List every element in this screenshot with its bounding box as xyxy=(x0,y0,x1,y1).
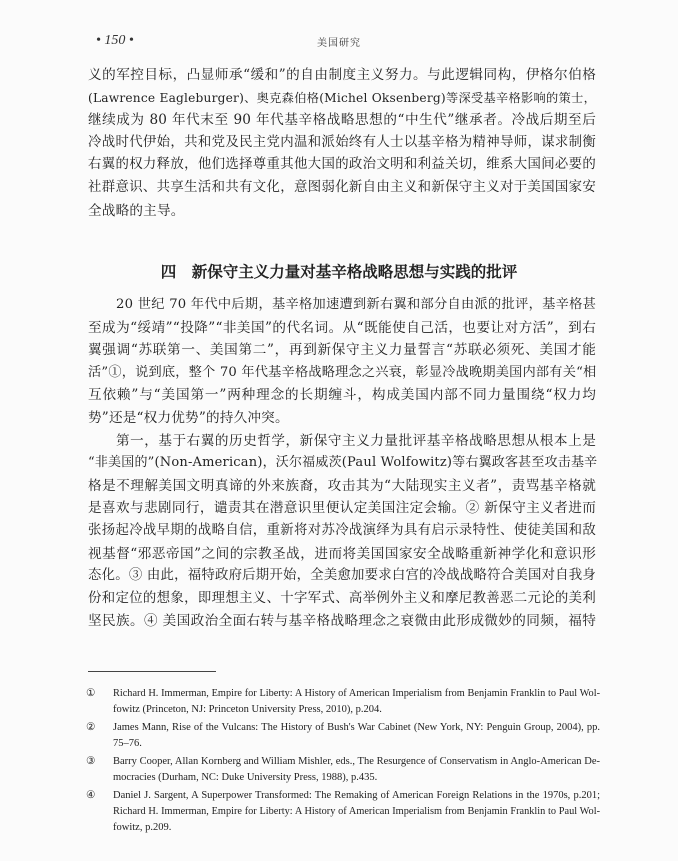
paragraph-3 xyxy=(88,430,596,633)
paragraph-1 xyxy=(88,64,596,222)
text-line: 第一，基于右翼的历史哲学，新保守主义力量批评基辛格战略思想从根本上是 xyxy=(116,432,596,449)
footnote-number: ① xyxy=(86,688,96,699)
footnote-line: Richard H. Immerman, Empire for Liberty: A History of American Imperialism from Benjamin Franklin to Paul Wol- xyxy=(113,688,600,699)
paragraph-2 xyxy=(88,294,596,430)
footnote-3 xyxy=(86,754,600,786)
running-header-journal: 美国研究 xyxy=(317,38,361,49)
text-line: 张扬起冷战早期的战略自信，重新将对苏冷战演绎为具有启示录特性、使徒美国和敌 xyxy=(88,522,596,538)
text-line: 右翼的权力释放，他们选择尊重其他大国的政治文明和利益关切，维系大国间必要的 xyxy=(88,157,596,173)
footnote-1 xyxy=(86,686,600,718)
text-line: 是喜欢与悲剧同行，谴责其在潜意识里便认定美国注定会输。② 新保守主义者进而 xyxy=(88,500,596,517)
page-number: • 150 • xyxy=(96,33,134,48)
footnote-number: ④ xyxy=(86,790,96,801)
text-line: 态化。③ 由此，福特政府后期开始，全美愈加要求白宫的冷战战略符合美国对自我身 xyxy=(88,568,596,584)
text-line: “非美国的”(Non-American)，沃尔福威茨(Paul Wolfowitz)等右翼政客甚至攻击基辛 xyxy=(88,455,598,471)
text-line: 格是不理解美国文明真谛的外来族裔，攻击其为“大陆现实主义者”，责骂基辛格就 xyxy=(88,477,596,494)
text-line: 冷战时代伊始，共和党及民主党内温和派始终有人士以基辛格为精神导师，谋求制衡 xyxy=(88,134,596,150)
text-line: 翼强调“苏联第一、美国第二”，再到新保守主义力量誓言“苏联必须死、美国才能 xyxy=(88,342,596,359)
text-line: 坚民族。④ 美国政治全面右转与基辛格战略理念之衰微由此形成微妙的同频，福特 xyxy=(88,613,596,630)
footnote-line: James Mann, Rise of the Vulcans: The History of Bush's War Cabinet (New York, NY: Penguin Group, 2004), pp. xyxy=(113,722,600,733)
text-line: 20 世纪 70 年代中后期，基辛格加速遭到新右翼和部分自由派的批评，基辛格甚 xyxy=(116,297,596,312)
text-line: 视基督“邪恶帝国”之间的宗教圣战，进而将美国国家安全战略重新神学化和意识形 xyxy=(88,545,596,562)
text-line: 势”还是“权力优势”的持久冲突。 xyxy=(88,409,289,426)
section-heading: 四 新保守主义力量对基辛格战略思想与实践的批评 xyxy=(160,263,518,281)
section-body xyxy=(88,294,596,633)
text-line: 继续成为 80 年代末至 90 年代基辛格战略思想的“中生代”继承者。冷战后期至后 xyxy=(88,112,596,129)
footnote-line: mocracies (Durham, NC: Duke University Press, 1988), p.435. xyxy=(113,772,378,783)
footnote-line: Richard H. Immerman, Empire for Liberty: A History of American Imperialism from Benjamin Franklin to Paul Wol- xyxy=(113,806,600,817)
footnote-number: ③ xyxy=(86,756,96,767)
footnote-separator xyxy=(88,671,216,672)
text-line: (Lawrence Eagleburger)、奥克森伯格(Michel Oksenberg)等深受基辛格影响的策士， xyxy=(88,90,596,105)
footnote-number: ② xyxy=(86,722,96,733)
footnote-line: fowitz, p.209. xyxy=(113,822,172,833)
footnote-line: fowitz (Princeton, NJ: Princeton University Press, 2010), p.204. xyxy=(113,704,382,715)
footnote-line: Daniel J. Sargent, A Superpower Transformed: The Remaking of American Foreign Relations in the 1970s, p.201; xyxy=(113,790,600,801)
footnote-line: Barry Cooper, Allan Kornberg and William Mishler, eds., The Resurgence of Conservatism in Anglo-American De- xyxy=(113,756,600,767)
text-line: 社群意识、共享生活和共有文化，意图弱化新自由主义和新保守主义对于美国国家安 xyxy=(88,179,596,195)
text-line: 活”①，说到底，整个 70 年代基辛格战略理念之兴衰，彰显冷战晚期美国内部有关“相 xyxy=(88,364,597,380)
footnotes xyxy=(86,686,600,838)
text-line: 义的军控目标，凸显师承“缓和”的自由制度主义努力。与此逻辑同构，伊格尔伯格 xyxy=(88,67,596,83)
text-line: 份和定位的想象，即理想主义、十字军式、高举例外主义和摩尼教善恶二元论的美利 xyxy=(88,590,596,606)
text-line: 互依赖”与“美国第一”两种理念的长期缠斗，构成美国内部不同力量围绕“权力均 xyxy=(88,387,596,404)
footnote-4 xyxy=(86,788,600,836)
text-line: 至成为“绥靖”“投降”“非美国”的代名词。从“既能使自己活，也要让对方活”，到右 xyxy=(88,319,596,336)
text-line: 全战略的主导。 xyxy=(88,202,185,219)
footnote-2 xyxy=(86,720,600,752)
footnote-line: 75–76. xyxy=(113,738,142,749)
